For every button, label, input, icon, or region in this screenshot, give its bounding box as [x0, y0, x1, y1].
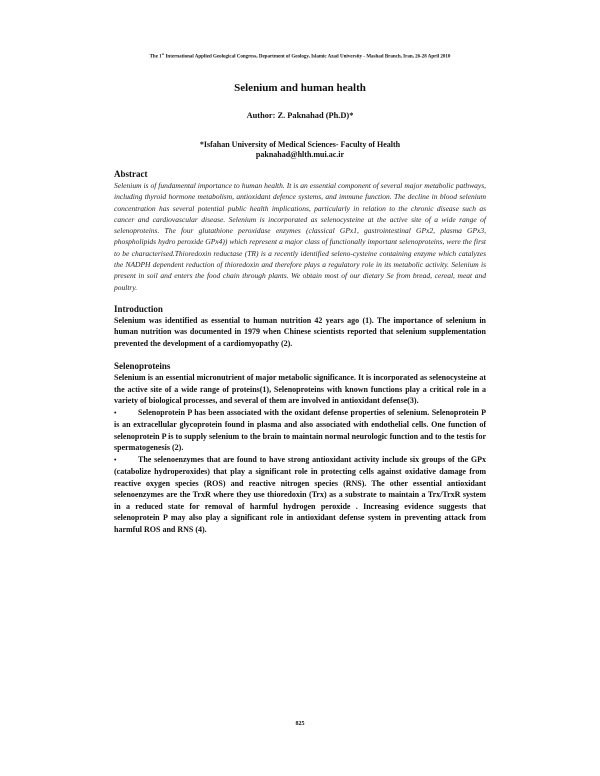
header-rest: International Applied Geological Congress, Department of Geology, Islamic Azad University - Mashad Branch, Iran, 26-28 April 2010: [164, 54, 451, 60]
running-header: [0, 52, 600, 60]
affiliation: *Isfahan University of Medical Sciences- Faculty of Health: [199, 140, 401, 149]
introduction-text: Selenium was identified as essential to human nutrition 42 years ago (1). The importance of selenium in human nutrition was documented in 1979 when Chinese scientists reported that selenium supplementation prevented the development of a cardiomyopathy (2).: [114, 315, 486, 348]
selenoproteins-heading: Selenoproteins: [114, 361, 171, 372]
bullet-text-1: Selenoprotein P has been associated with the oxidant defense properties of selenium. Selenoprotein P is an extracellular glycoprotein found in plasma and also associated with endothelial cells. One function of selenoprotein P is to supply selenium to the brain to maintain normal neurologic function and to the testis for spermatogenesis (2).: [114, 407, 486, 453]
bullet-text-2: The selenoenzymes that are found to have strong antioxidant activity include six groups of the GPx (catabolize hydroperoxides) that play a significant role in protecting cells against oxidative damage from reactive oxygen species (ROS) and reactive nitrogen species (RNS). The other essential antioxidant selenoenzymes are the TrxR where they use thioredoxin (Trx) as a substrate to maintain a Trx/TrxR system in a reduced state for removal of harmful hydrogen peroxide . Increasing evidence suggests that selenoprotein P may also play a significant role in antioxidant defense system in preventing attack from harmful ROS and RNS (4).: [114, 454, 486, 534]
author-line: Author: Z. Paknahad (Ph.D)*: [246, 111, 354, 120]
abstract-text: Selenium is of fundamental importance to human health. It is an essential component of several major metabolic pathways, including thyroid hormone metabolism, antioxidant defence systems, and immune function. The decline in blood selenium concentration has several potential public health implications, particularly in relation to the chronic disease such as cancer and cardiovascular disease. Selenium is incorporated as selenocysteine at the active site of a wide range of selenoproteins. The four glutathione peroxidase enzymes (classical GPx1, gastrointestinal GPx2, plasma GPx3, phospholipids hydro peroxide GPx4)) which represent a major class of functionally important selenoproteins, were the first to be characterised.Thioredoxin reductase (TR) is a recently identified seleno-cysteine containing enzyme which catalyzes the NADPH dependent reduction of thioredoxin and therefore plays a regulatory role in its metabolic activity. Selenium is present in soil and enters the food chain through plants. We obtain most of our dietary Se from bread, cereal, meat and poultry.: [114, 181, 486, 292]
abstract-heading: Abstract: [114, 169, 148, 179]
affiliation-block: [0, 140, 600, 160]
bullet-symbol: •: [114, 408, 117, 417]
page-number: 825: [295, 721, 305, 727]
selenoproteins-paragraph: Selenium is an essential micronutrient of major metabolic significance. It is incorporated as selenocysteine at the active site of a wide range of proteins(1), Selenoproteins with known functions play a critical role in a variety of biological processes, and several of them are involved in antioxidant defense(3).: [114, 373, 486, 406]
author-email: paknahad@hlth.mui.ac.ir: [255, 150, 345, 159]
introduction-heading: Introduction: [114, 303, 163, 314]
bullet-symbol: •: [114, 455, 117, 464]
bullet-paragraph-2: [114, 454, 486, 536]
header-superscript: st: [161, 52, 165, 56]
header-prefix: The 1: [149, 54, 162, 60]
paper-body: [114, 168, 486, 535]
bullet-paragraph-1: [114, 407, 486, 454]
paper-title: Selenium and human health: [234, 82, 366, 94]
